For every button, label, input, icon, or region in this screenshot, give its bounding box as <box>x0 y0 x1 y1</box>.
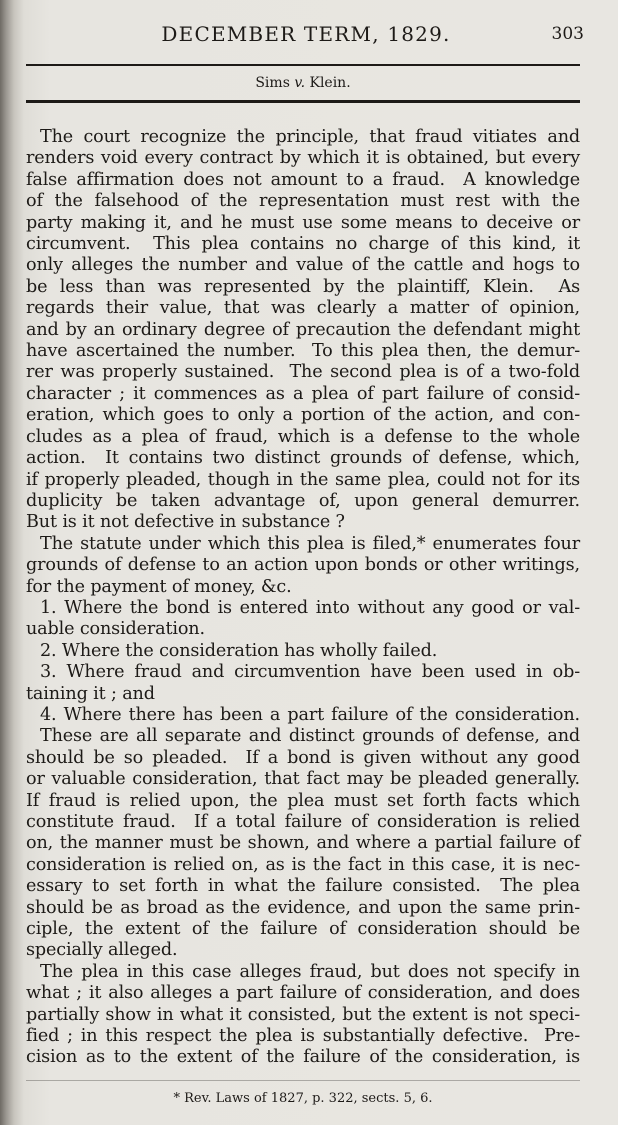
text-line: essary to set forth in what the failure consisted. The plea <box>26 876 580 897</box>
text-line: action. It contains two distinct grounds of defense, which, <box>26 448 580 469</box>
text-line: eration, which goes to only a portion of the action, and con- <box>26 405 580 426</box>
case-versus: v. <box>294 75 306 91</box>
text-line: If fraud is relied upon, the plea must set forth facts which <box>26 790 580 811</box>
text-line: circumvent. This plea contains no charge of this kind, it <box>26 234 580 255</box>
text-line: regards their value, that was clearly a matter of opinion, <box>26 298 580 319</box>
case-title <box>26 74 580 92</box>
text-line: for the payment of money, &c. <box>26 576 292 597</box>
text-line: character ; it commences as a plea of part failure of consid- <box>26 383 580 404</box>
text-line: constitute fraud. If a total failure of consideration is relied <box>26 812 580 832</box>
case-defendant: Klein. <box>309 75 351 91</box>
text-line: 1. Where the bond is entered into without any good or val- <box>40 597 580 618</box>
text-line: uable consideration. <box>26 619 205 640</box>
footnote: * Rev. Laws of 1827, p. 322, sects. 5, 6. <box>173 1091 433 1106</box>
text-line: grounds of defense to an action upon bonds or other writings, <box>26 555 580 576</box>
text-line: 3. Where fraud and circumvention have been used in ob- <box>40 662 580 683</box>
page-header <box>24 22 588 46</box>
text-line: party making it, and he must use some means to deceive or <box>26 212 580 233</box>
text-line: cludes as a plea of fraud, which is a defense to the whole <box>26 426 580 447</box>
text-line: These are all separate and distinct grounds of defense, and <box>40 726 580 747</box>
text-line: But is it not defective in substance ? <box>26 512 345 533</box>
text-line: specially alleged. <box>26 940 178 961</box>
text-line: rer was properly sustained. The second plea is of a two-fold <box>26 362 580 383</box>
opinion-text <box>26 127 580 1069</box>
text-line: 2. Where the consideration has wholly failed. <box>40 640 438 661</box>
case-title-rule <box>26 100 580 103</box>
text-line: or valuable consideration, that fact may be pleaded generally. <box>26 769 580 790</box>
text-line: consideration is relied on, as is the fact in this case, it is nec- <box>26 854 580 875</box>
case-plaintiff: Sims <box>255 75 290 91</box>
text-line: duplicity be taken advantage of, upon general demurrer. <box>26 490 580 511</box>
text-line: The court recognize the principle, that fraud vitiates and <box>40 127 580 147</box>
text-line: and by an ordinary degree of precaution the defendant might <box>26 319 580 340</box>
text-line: The statute under which this plea is filed,* enumerates four <box>40 533 580 554</box>
footnote-rule <box>26 1080 580 1081</box>
header-rule <box>26 64 580 66</box>
text-line: should be so pleaded. If a bond is given without any good <box>26 747 580 768</box>
text-line: be less than was represented by the plaintiff, Klein. As <box>26 276 580 297</box>
page-number: 303 <box>551 24 584 44</box>
running-title: DECEMBER TERM, 1829. <box>161 22 451 46</box>
text-line: taining it ; and <box>26 683 155 704</box>
text-line: 4. Where there has been a part failure of the consideration. <box>40 704 580 725</box>
text-line: fied ; in this respect the plea is substantially defective. Pre- <box>26 1026 580 1047</box>
text-line: ciple, the extent of the failure of consideration should be <box>26 919 580 940</box>
text-line: false affirmation does not amount to a fraud. A knowledge <box>26 169 580 190</box>
text-line: should be as broad as the evidence, and upon the same prin- <box>26 897 580 918</box>
text-line: what ; it also alleges a part failure of consideration, and does <box>26 983 580 1004</box>
text-line: The plea in this case alleges fraud, but does not specify in <box>40 961 580 982</box>
text-line: have ascertained the number. To this plea then, the demur- <box>26 341 580 362</box>
text-line: of the falsehood of the representation must rest with the <box>26 191 580 212</box>
text-line: only alleges the number and value of the cattle and hogs to <box>26 255 580 276</box>
text-line: renders void every contract by which it is obtained, but every <box>26 148 580 169</box>
text-line: cision as to the extent of the failure of the consideration, is <box>26 1047 580 1068</box>
text-line: if properly pleaded, though in the same plea, could not for its <box>26 469 580 490</box>
text-line: partially show in what it consisted, but the extent is not speci- <box>26 1004 580 1025</box>
text-line: on, the manner must be shown, and where a partial failure of <box>26 833 580 854</box>
